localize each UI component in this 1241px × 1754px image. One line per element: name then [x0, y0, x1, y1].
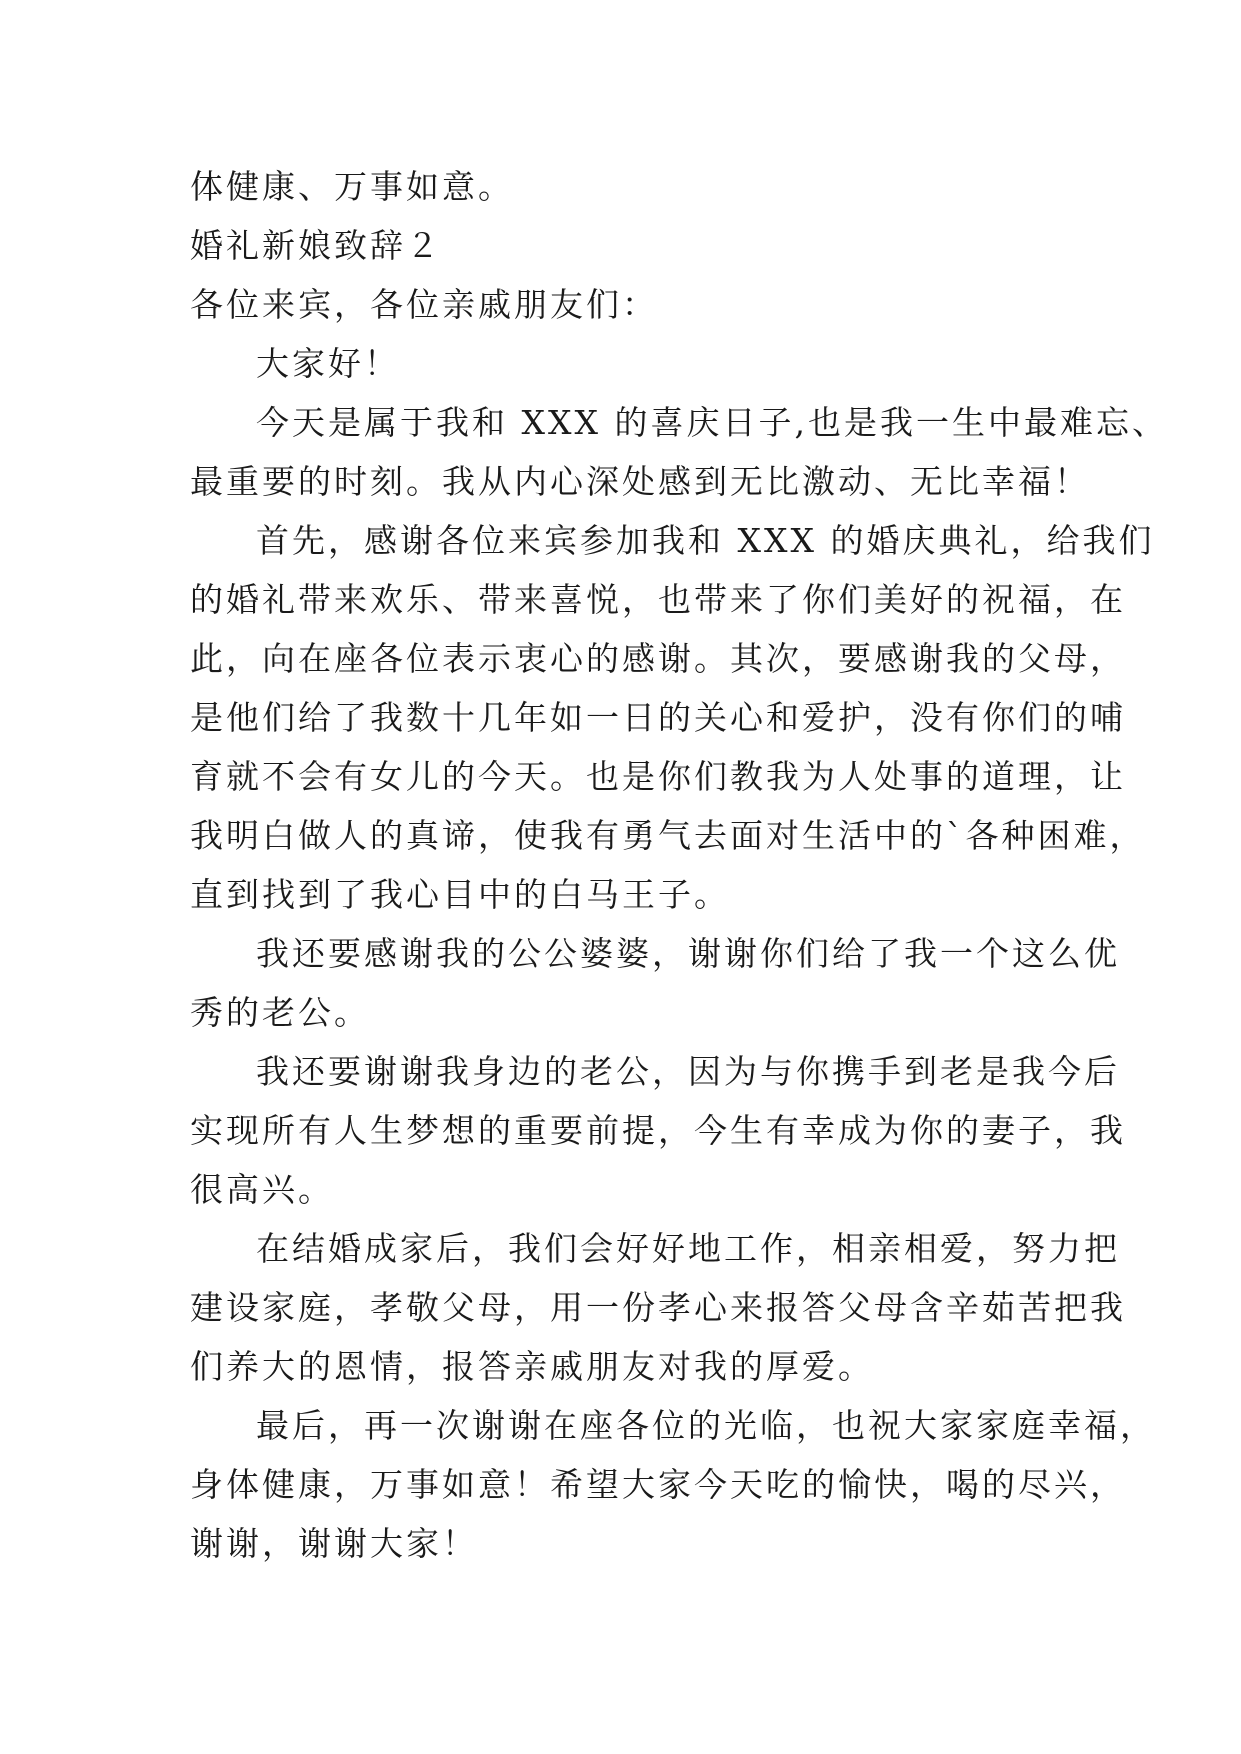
text-line: 身体健康，万事如意！希望大家今天吃的愉快，喝的尽兴， — [190, 1465, 1126, 1504]
text-line: 最重要的时刻。我从内心深处感到无比激动、无比幸福！ — [190, 462, 1090, 501]
text-line: 很高兴。 — [190, 1170, 334, 1209]
heading-line: 婚礼新娘致辞２ — [190, 226, 442, 265]
text-line: 们养大的恩情，报答亲戚朋友对我的厚爱。 — [190, 1347, 874, 1386]
text-line: 我还要谢谢我身边的老公，因为与你携手到老是我今后 — [256, 1052, 1120, 1091]
text-line: 的婚礼带来欢乐、带来喜悦，也带来了你们美好的祝福，在 — [190, 580, 1126, 619]
paragraph-6 — [190, 1396, 1156, 1573]
paragraph-3 — [190, 924, 1120, 1042]
text-line: 谢谢，谢谢大家！ — [190, 1524, 478, 1563]
paragraph-5 — [190, 1219, 1126, 1396]
paragraph-1 — [190, 393, 1168, 511]
text-line: 在结婚成家后，我们会好好地工作，相亲相爱，努力把 — [256, 1229, 1120, 1268]
text-line: 育就不会有女儿的今天。也是你们教我为人处事的道理，让 — [190, 757, 1126, 796]
text-line: 首先，感谢各位来宾参加我和 XXX 的婚庆典礼，给我们 — [256, 521, 1155, 560]
text-line: 大家好！ — [256, 344, 400, 383]
text-line: 此，向在座各位表示衷心的感谢。其次，要感谢我的父母， — [190, 639, 1126, 678]
text-line: 秀的老公。 — [190, 993, 370, 1032]
paragraph-salutation — [190, 275, 1056, 334]
text-line: 我还要感谢我的公公婆婆，谢谢你们给了我一个这么优 — [256, 934, 1120, 973]
text-line: 建设家庭，孝敬父母，用一份孝心来报答父母含辛茹苦把我 — [190, 1288, 1126, 1327]
text-line: 今天是属于我和 XXX 的喜庆日子,也是我一生中最难忘、 — [256, 403, 1168, 442]
text-line: 直到找到了我心目中的白马王子。 — [190, 875, 730, 914]
text-line: 最后，再一次谢谢在座各位的光临，也祝大家家庭幸福， — [256, 1406, 1156, 1445]
text-line: 实现所有人生梦想的重要前提，今生有幸成为你的妻子，我 — [190, 1111, 1126, 1150]
paragraph-closing-previous — [190, 157, 1056, 216]
paragraph-greeting — [190, 334, 1056, 393]
text-line: 我明白做人的真谛，使我有勇气去面对生活中的`各种困难， — [190, 816, 1146, 855]
paragraph-2 — [190, 511, 1155, 924]
paragraph-4 — [190, 1042, 1126, 1219]
text-line: 各位来宾，各位亲戚朋友们： — [190, 285, 658, 324]
document-body — [190, 157, 1168, 1573]
text-line: 体健康、万事如意。 — [190, 167, 514, 206]
text-line: 是他们给了我数十几年如一日的关心和爱护，没有你们的哺 — [190, 698, 1126, 737]
section-title — [190, 216, 1056, 275]
